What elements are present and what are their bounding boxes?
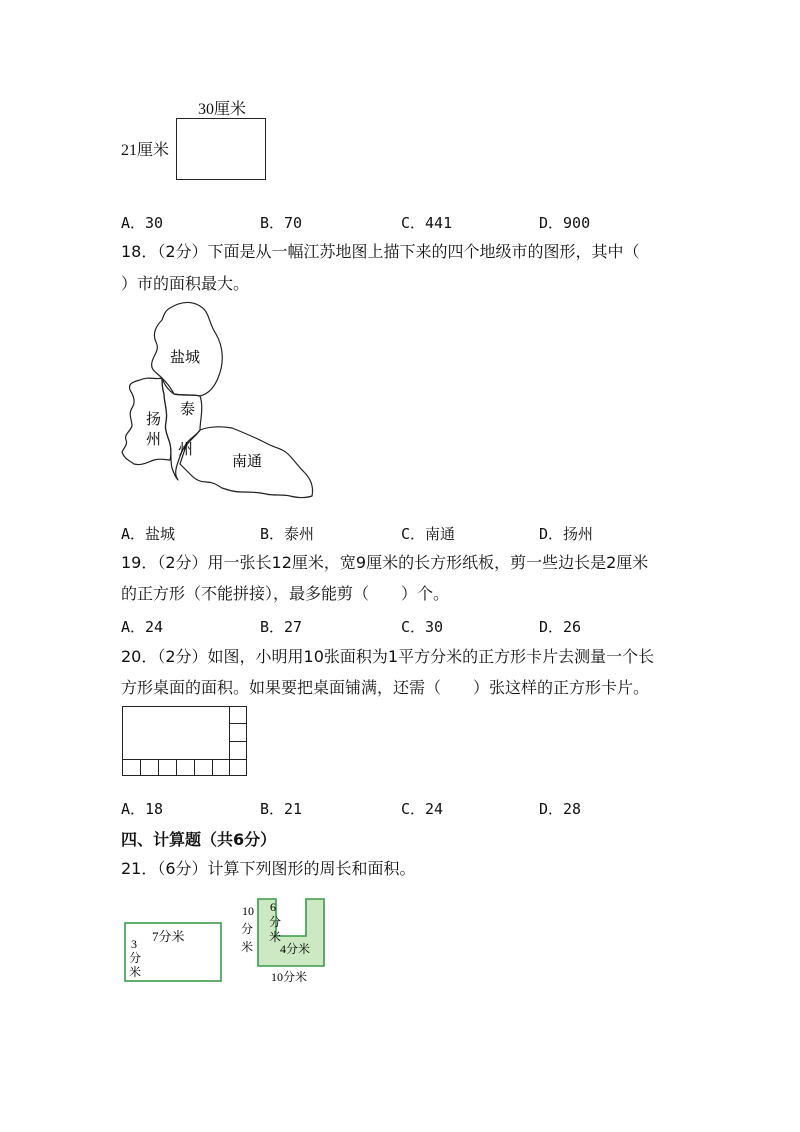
option-b[interactable]: B．泰州 — [260, 525, 315, 543]
desk-rectangle — [123, 707, 247, 776]
left-label-10: 10 — [242, 904, 254, 918]
section-title: 四、计算题（共6分） — [121, 830, 277, 849]
option-a[interactable]: A．18 — [121, 800, 164, 818]
q20-desk-figure — [120, 704, 250, 778]
option-b[interactable]: B．21 — [260, 800, 303, 818]
map-label-yancheng: 盐城 — [170, 350, 201, 366]
option-c[interactable]: C．441 — [401, 214, 453, 232]
q21-text-line1: 21．（6分）计算下列图形的周长和面积。 — [121, 859, 416, 878]
option-d[interactable]: D．26 — [539, 618, 582, 636]
map-label-yangzhou-1: 扬 — [146, 412, 162, 428]
q18-map — [118, 298, 318, 503]
left-label-char-3: 米 — [241, 940, 254, 954]
option-a[interactable]: A．24 — [121, 618, 164, 636]
bottom-label: 10分米 — [271, 970, 308, 984]
q18-text-line1: 18．（2分）下面是从一幅江苏地图上描下来的四个地级市的图形，其中（ — [121, 242, 640, 261]
notch-width-label: 4分米 — [280, 942, 311, 956]
notch-depth-char-1: 6 — [270, 900, 276, 914]
height-label-char-3: 米 — [129, 965, 142, 979]
q18-text-line2: ）市的面积最大。 — [121, 274, 250, 293]
width-label: 7分米 — [152, 929, 185, 944]
option-d[interactable]: D．28 — [539, 800, 582, 818]
q21-rectangle-figure — [122, 920, 226, 986]
q17-height-label: 21厘米 — [121, 142, 170, 159]
q17-width-label: 30厘米 — [198, 101, 247, 118]
option-c[interactable]: C．24 — [401, 800, 444, 818]
height-label-char-2: 分 — [129, 951, 142, 965]
q21-u-shape-figure — [236, 896, 336, 986]
option-b[interactable]: B．70 — [260, 214, 303, 232]
option-c[interactable]: C．30 — [401, 618, 444, 636]
q17-rectangle — [176, 118, 266, 180]
taizhou-region — [162, 378, 202, 480]
notch-depth-char-3: 米 — [269, 930, 282, 944]
option-b[interactable]: B．27 — [260, 618, 303, 636]
map-label-yangzhou-2: 州 — [146, 432, 162, 448]
map-label-nantong: 南通 — [232, 454, 263, 470]
notch-depth-char-2: 分 — [269, 915, 282, 929]
height-label-char-1: 3 — [131, 937, 137, 951]
option-d[interactable]: D．扬州 — [539, 525, 594, 543]
option-c[interactable]: C．南通 — [401, 525, 456, 543]
q20-text-line1: 20．（2分）如图，小明用10张面积为1平方分米的正方形卡片去测量一个长 — [121, 647, 655, 666]
option-d[interactable]: D．900 — [539, 214, 591, 232]
option-a[interactable]: A．30 — [121, 214, 164, 232]
q20-text-line2: 方形桌面的面积。如果要把桌面铺满，还需（ ）张这样的正方形卡片。 — [121, 678, 650, 697]
q19-text-line2: 的正方形（不能拼接），最多能剪（ ）个。 — [121, 584, 450, 603]
left-label-char-2: 分 — [241, 922, 254, 936]
q19-text-line1: 19．（2分）用一张长12厘米，宽9厘米的长方形纸板，剪一些边长是2厘米 — [121, 553, 649, 572]
map-label-taizhou-1: 泰 — [180, 402, 196, 418]
map-label-taizhou-2: 州 — [178, 442, 194, 458]
option-a[interactable]: A．盐城 — [121, 525, 176, 543]
